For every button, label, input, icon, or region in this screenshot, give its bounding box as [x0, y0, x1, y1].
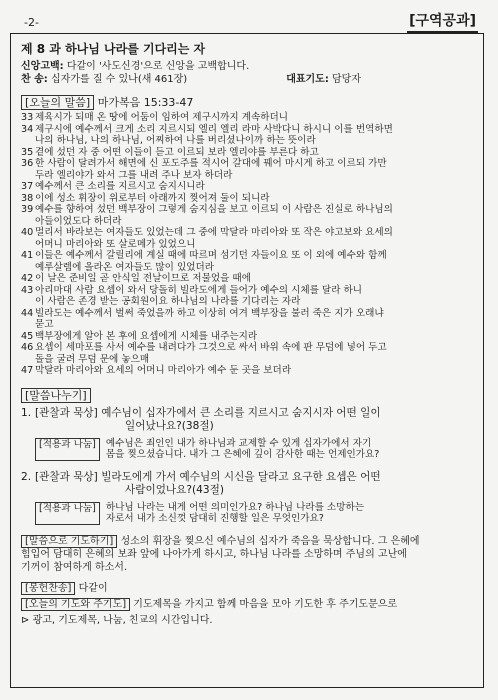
verse-row: [21, 273, 475, 285]
closing-prayer-line-3: 기꺼이 참여하게 하소서.: [21, 561, 128, 573]
verse-number: 41: [21, 250, 34, 261]
lesson-title: 제 8 과 하나님 나라를 기다리는 자: [21, 42, 206, 56]
verse-text-line: 제구시에 예수께서 크게 소리 지르시되 엘리 엘리 라마 사박다니 하시니 이를 번역하면: [35, 123, 393, 135]
discussion-heading: [21, 387, 475, 403]
verse-number: 37: [21, 181, 34, 192]
verse-text-line: 돌을 굴려 무덤 문에 놓으매: [35, 353, 150, 365]
verse-number: 35: [21, 146, 34, 158]
verse-row: [21, 285, 475, 308]
category-label: [구역공과]: [407, 10, 478, 33]
verse-text-line: 이 날은 준비일 곧 안식일 전날이므로 저물었을 때에: [35, 273, 251, 284]
verse-number: 44: [21, 307, 34, 319]
scripture-heading: [21, 94, 475, 110]
hymn-text: 십자가를 질 수 있나(새 461장): [51, 74, 188, 85]
application-line: 자로서 내가 소신껏 담대히 진행할 일은 무엇인가요?: [105, 513, 324, 524]
verse-number: 46: [21, 342, 34, 353]
application-row: [35, 438, 475, 461]
verse-text-line: 막달라 마리아와 요세의 어머니 마리아가 예수 둔 곳을 보더라: [35, 365, 292, 376]
verse-number: 45: [21, 330, 34, 342]
question-text: [35, 407, 475, 433]
verse-text: [35, 273, 475, 285]
verse-text-line: 아들이었도다 하더라: [35, 215, 122, 227]
discussion-question: [21, 407, 475, 433]
discussion-question: [21, 471, 475, 497]
verse-row: [21, 193, 475, 205]
verse-number: 38: [21, 192, 34, 204]
page-number: -2-: [24, 16, 39, 29]
verse-row: [21, 331, 475, 343]
verse-row: [21, 250, 475, 273]
application-line: 예수님은 죄인인 내가 하나님과 교제할 수 있게 십자가에서 자기: [105, 437, 372, 449]
question-line: 일어났나요?(38절): [125, 419, 214, 432]
offering-line: [21, 582, 475, 595]
application-text: [106, 502, 475, 525]
creed-line: [21, 60, 475, 73]
verse-row: [21, 204, 475, 227]
offering-label: [봉헌찬송]: [21, 582, 75, 595]
verse-text-line: 예수를 향하여 섰던 백부장이 그렇게 숨지심을 보고 이르되 이 사람은 진실로 하나님의: [35, 204, 393, 215]
verse-text-line: 예수께서 큰 소리를 지르시고 숨지시니라: [35, 181, 205, 192]
verse-number: 42: [21, 273, 34, 284]
question-line: 사람이었나요?(43절): [125, 483, 225, 496]
question-line: 예수님이 십자가에서 큰 소리를 지르시고 숨지시자 어떤 일이: [101, 406, 381, 419]
prayer-topics-label: [오늘의 기도와 주기도]: [21, 598, 130, 611]
verse-text: [35, 331, 475, 343]
verse-row: [21, 124, 475, 147]
verse-row: [21, 365, 475, 377]
verse-text-line: 한 사람이 달려가서 해면에 신 포도주를 적시어 갈대에 꿰어 마시게 하고 이르되 가만: [35, 158, 387, 169]
prayer-topics-line: [21, 598, 475, 611]
closing-prayer: [21, 535, 475, 574]
verse-row: [21, 158, 475, 181]
verse-row: [21, 147, 475, 159]
creed-label: 신앙고백:: [21, 61, 64, 72]
verse-text-line: 빌라도는 예수께서 벌써 죽었을까 하고 이상히 여겨 백부장을 불러 죽은 지가 오래냐: [35, 307, 384, 319]
verse-text-line: 나의 하나님, 나의 하나님, 어찌하여 나를 버리셨나이까 하는 뜻이라: [35, 135, 316, 146]
scripture-label: [오늘의 말씀]: [21, 95, 94, 110]
application-row: [35, 502, 475, 525]
verse-text: [35, 193, 475, 205]
verse-text-line: 멀리서 바라보는 여자들도 있었는데 그 중에 막달라 마리아와 또 작은 야고보와 요세의: [35, 227, 393, 238]
verse-text: [35, 308, 475, 331]
question-text: [35, 471, 475, 497]
verse-number: 34: [21, 123, 34, 135]
verse-text-line: 이 사람은 존경 받는 공회원이요 하나님의 나라를 기다리는 자라: [35, 296, 301, 307]
application-line: 하나님 나라는 내게 어떤 의미인가요? 하나님 나라를 소망하는: [105, 501, 365, 513]
bullet-icon: ⊳: [21, 614, 30, 626]
closing-prayer-line-1: 성소의 휘장을 찢으신 예수님의 십자가 죽음을 묵상합니다. 그 은혜에: [120, 535, 420, 547]
observation-tag: [관찰과 묵상]: [35, 470, 98, 483]
discussion-label: [말씀나누기]: [21, 388, 91, 403]
verse-text: [35, 112, 475, 124]
discussion-list: [21, 407, 475, 525]
hymn-line: [21, 73, 361, 86]
verse-text: [35, 204, 475, 227]
offering-text: 다같이: [78, 582, 108, 594]
verse-number: 33: [21, 112, 34, 123]
verse-list: [21, 112, 475, 377]
verse-text-line: 아리마대 사람 요셉이 와서 당돌히 빌라도에게 들어가 예수의 시체를 달라 하니: [35, 284, 363, 296]
scripture-reference: 마가복음 15:33-47: [97, 96, 194, 109]
verse-row: [21, 342, 475, 365]
verse-number: 43: [21, 284, 34, 296]
prayer-text: 담당자: [332, 74, 361, 85]
verse-text-line: 요셉이 세마포를 사서 예수를 내려다가 그것으로 싸서 바위 속에 판 무덤에 넣어 두고: [35, 342, 387, 353]
verse-text-line: 예루살렘에 올라온 여자들도 많이 있었더라: [35, 261, 215, 273]
question-line: 빌라도에게 가서 예수님의 시신을 달라고 요구한 요셉은 어떤: [101, 470, 381, 483]
application-tag: [적용과 나눔]: [35, 438, 100, 461]
application-text: [106, 438, 475, 461]
creed-text: 다같이 '사도신경'으로 신앙을 고백합니다.: [66, 61, 250, 72]
verse-text-line: 두라 엘리야가 와서 그를 내려 주나 보자 하더라: [35, 169, 233, 181]
verse-text: [35, 158, 475, 181]
verse-text: [35, 147, 475, 159]
verse-text-line: 백부장에게 알아 본 후에 요셉에게 시체를 내주는지라: [35, 330, 258, 342]
verse-text: [35, 181, 475, 193]
verse-text-line: 묻고: [35, 319, 54, 330]
announcements-text: 광고, 기도제목, 나눔, 친교의 시간입니다.: [32, 614, 213, 626]
verse-number: 39: [21, 204, 34, 215]
closing-prayer-line-2: 힘입어 담대히 은혜의 보좌 앞에 나아가게 하시고, 하나님 나라를 소망하며 주님의 고난에: [21, 548, 407, 560]
verse-text: [35, 285, 475, 308]
verse-row: [21, 112, 475, 124]
verse-text-line: 이에 성소 휘장이 위로부터 아래까지 찢어져 둘이 되니라: [35, 192, 270, 204]
prayer-label: 대표기도:: [286, 74, 329, 85]
verse-number: 40: [21, 227, 34, 238]
verse-text: [35, 342, 475, 365]
prayer-topics-text: 기도제목을 가지고 함께 마음을 모아 기도한 후 주기도문으로: [133, 598, 398, 610]
verse-row: [21, 227, 475, 250]
verse-text: [35, 227, 475, 250]
verse-text-line: 제육시가 되매 온 땅에 어둠이 임하여 제구시까지 계속하더니: [35, 112, 289, 123]
question-number: 2.: [21, 470, 32, 483]
verse-text-line: 어머니 마리아와 또 살로메가 있었으니: [35, 238, 196, 250]
announcements-line: [21, 614, 475, 627]
verse-row: [21, 181, 475, 193]
verse-text: [35, 365, 475, 377]
question-number: 1.: [21, 406, 32, 419]
hymn-label: 찬 송:: [21, 74, 48, 85]
application-tag: [적용과 나눔]: [35, 502, 100, 525]
verse-number: 47: [21, 365, 34, 376]
verse-text-line: 곁에 섰던 자 중 어떤 이들이 듣고 이르되 보라 엘리야를 부른다 하고: [35, 146, 319, 158]
verse-text: [35, 250, 475, 273]
observation-tag: [관찰과 묵상]: [35, 406, 98, 419]
verse-text-line: 이들은 예수께서 갈릴리에 계실 때에 따르며 섬기던 자들이요 또 이 외에 예수와 함께: [35, 250, 387, 261]
closing-prayer-label: [말씀으로 기도하기]: [21, 535, 117, 548]
lesson-box: [10, 33, 484, 688]
application-line: 몸을 찢으셨습니다. 내가 그 은혜에 깊이 감사한 때는 언제인가요?: [105, 449, 380, 460]
verse-number: 36: [21, 158, 34, 169]
verse-text: [35, 124, 475, 147]
verse-row: [21, 308, 475, 331]
